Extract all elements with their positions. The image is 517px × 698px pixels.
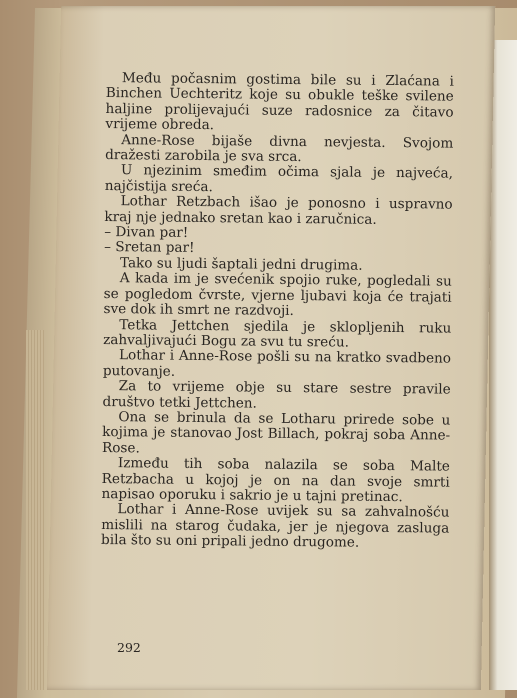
paragraph: Lothar Retzbach išao je ponosno i uspravno kraj nje jednako sretan kao i zaručnica. bbox=[104, 193, 453, 228]
paragraph: Za to vrijeme obje su stare sestre pravile društvo tetki Jettchen. bbox=[102, 378, 451, 412]
paragraph: Anne-Rose bijaše divna nevjesta. Svojom dražesti zarobila je sva srca. bbox=[105, 131, 454, 166]
paragraph: Među počasnim gostima bile su i Zlaćana i Binchen Uechteritz koje su obukle teške svilene haljine prolijevajući suze radosnice za čitavo vrijeme obreda. bbox=[105, 70, 454, 134]
paragraph: Tetka Jettchen sjedila je sklopljenih ruku zahvaljivajući Bogu za svu tu sreću. bbox=[103, 316, 452, 351]
dialog-line: – Divan par! bbox=[104, 224, 189, 241]
dialog-line: – Sretan par! bbox=[104, 239, 195, 257]
paragraph: Ona se brinula da se Lotharu prirede sobe u kojima je stanovao Jost Billach, pokraj soba Anne-Rose. bbox=[101, 409, 451, 457]
page-number: 292 bbox=[117, 640, 141, 655]
paragraph: A kada im je svećenik spojio ruke, pogledali su se pogledom čvrste, vjerne ljubavi koja će trajati sve dok ih smrt ne razdvoji. bbox=[103, 270, 452, 320]
paragraph: U njezinim smeđim očima sjala je najveća, najčistija sreća. bbox=[104, 162, 454, 195]
body-text bbox=[101, 71, 454, 552]
paragraph: Lothar i Anne-Rose uvijek su sa zahvalnošću mislili na starog čudaka, jer je njegova zasluga bila što su oni pripali jedno drugome. bbox=[101, 501, 450, 551]
paragraph: Tako su ljudi šaptali jedni drugima. bbox=[119, 255, 363, 274]
page-edges bbox=[26, 330, 44, 690]
paragraph: Lothar i Anne-Rose pošli su na kratko svadbeno putovanje. bbox=[102, 347, 452, 380]
facing-page-edge bbox=[489, 40, 517, 690]
paragraph: Između tih soba nalazila se soba Malte Retzbacha u kojoj je on na dan svoje smrti napisao oporuku i sakrio je u tajni pretinac. bbox=[101, 455, 450, 506]
